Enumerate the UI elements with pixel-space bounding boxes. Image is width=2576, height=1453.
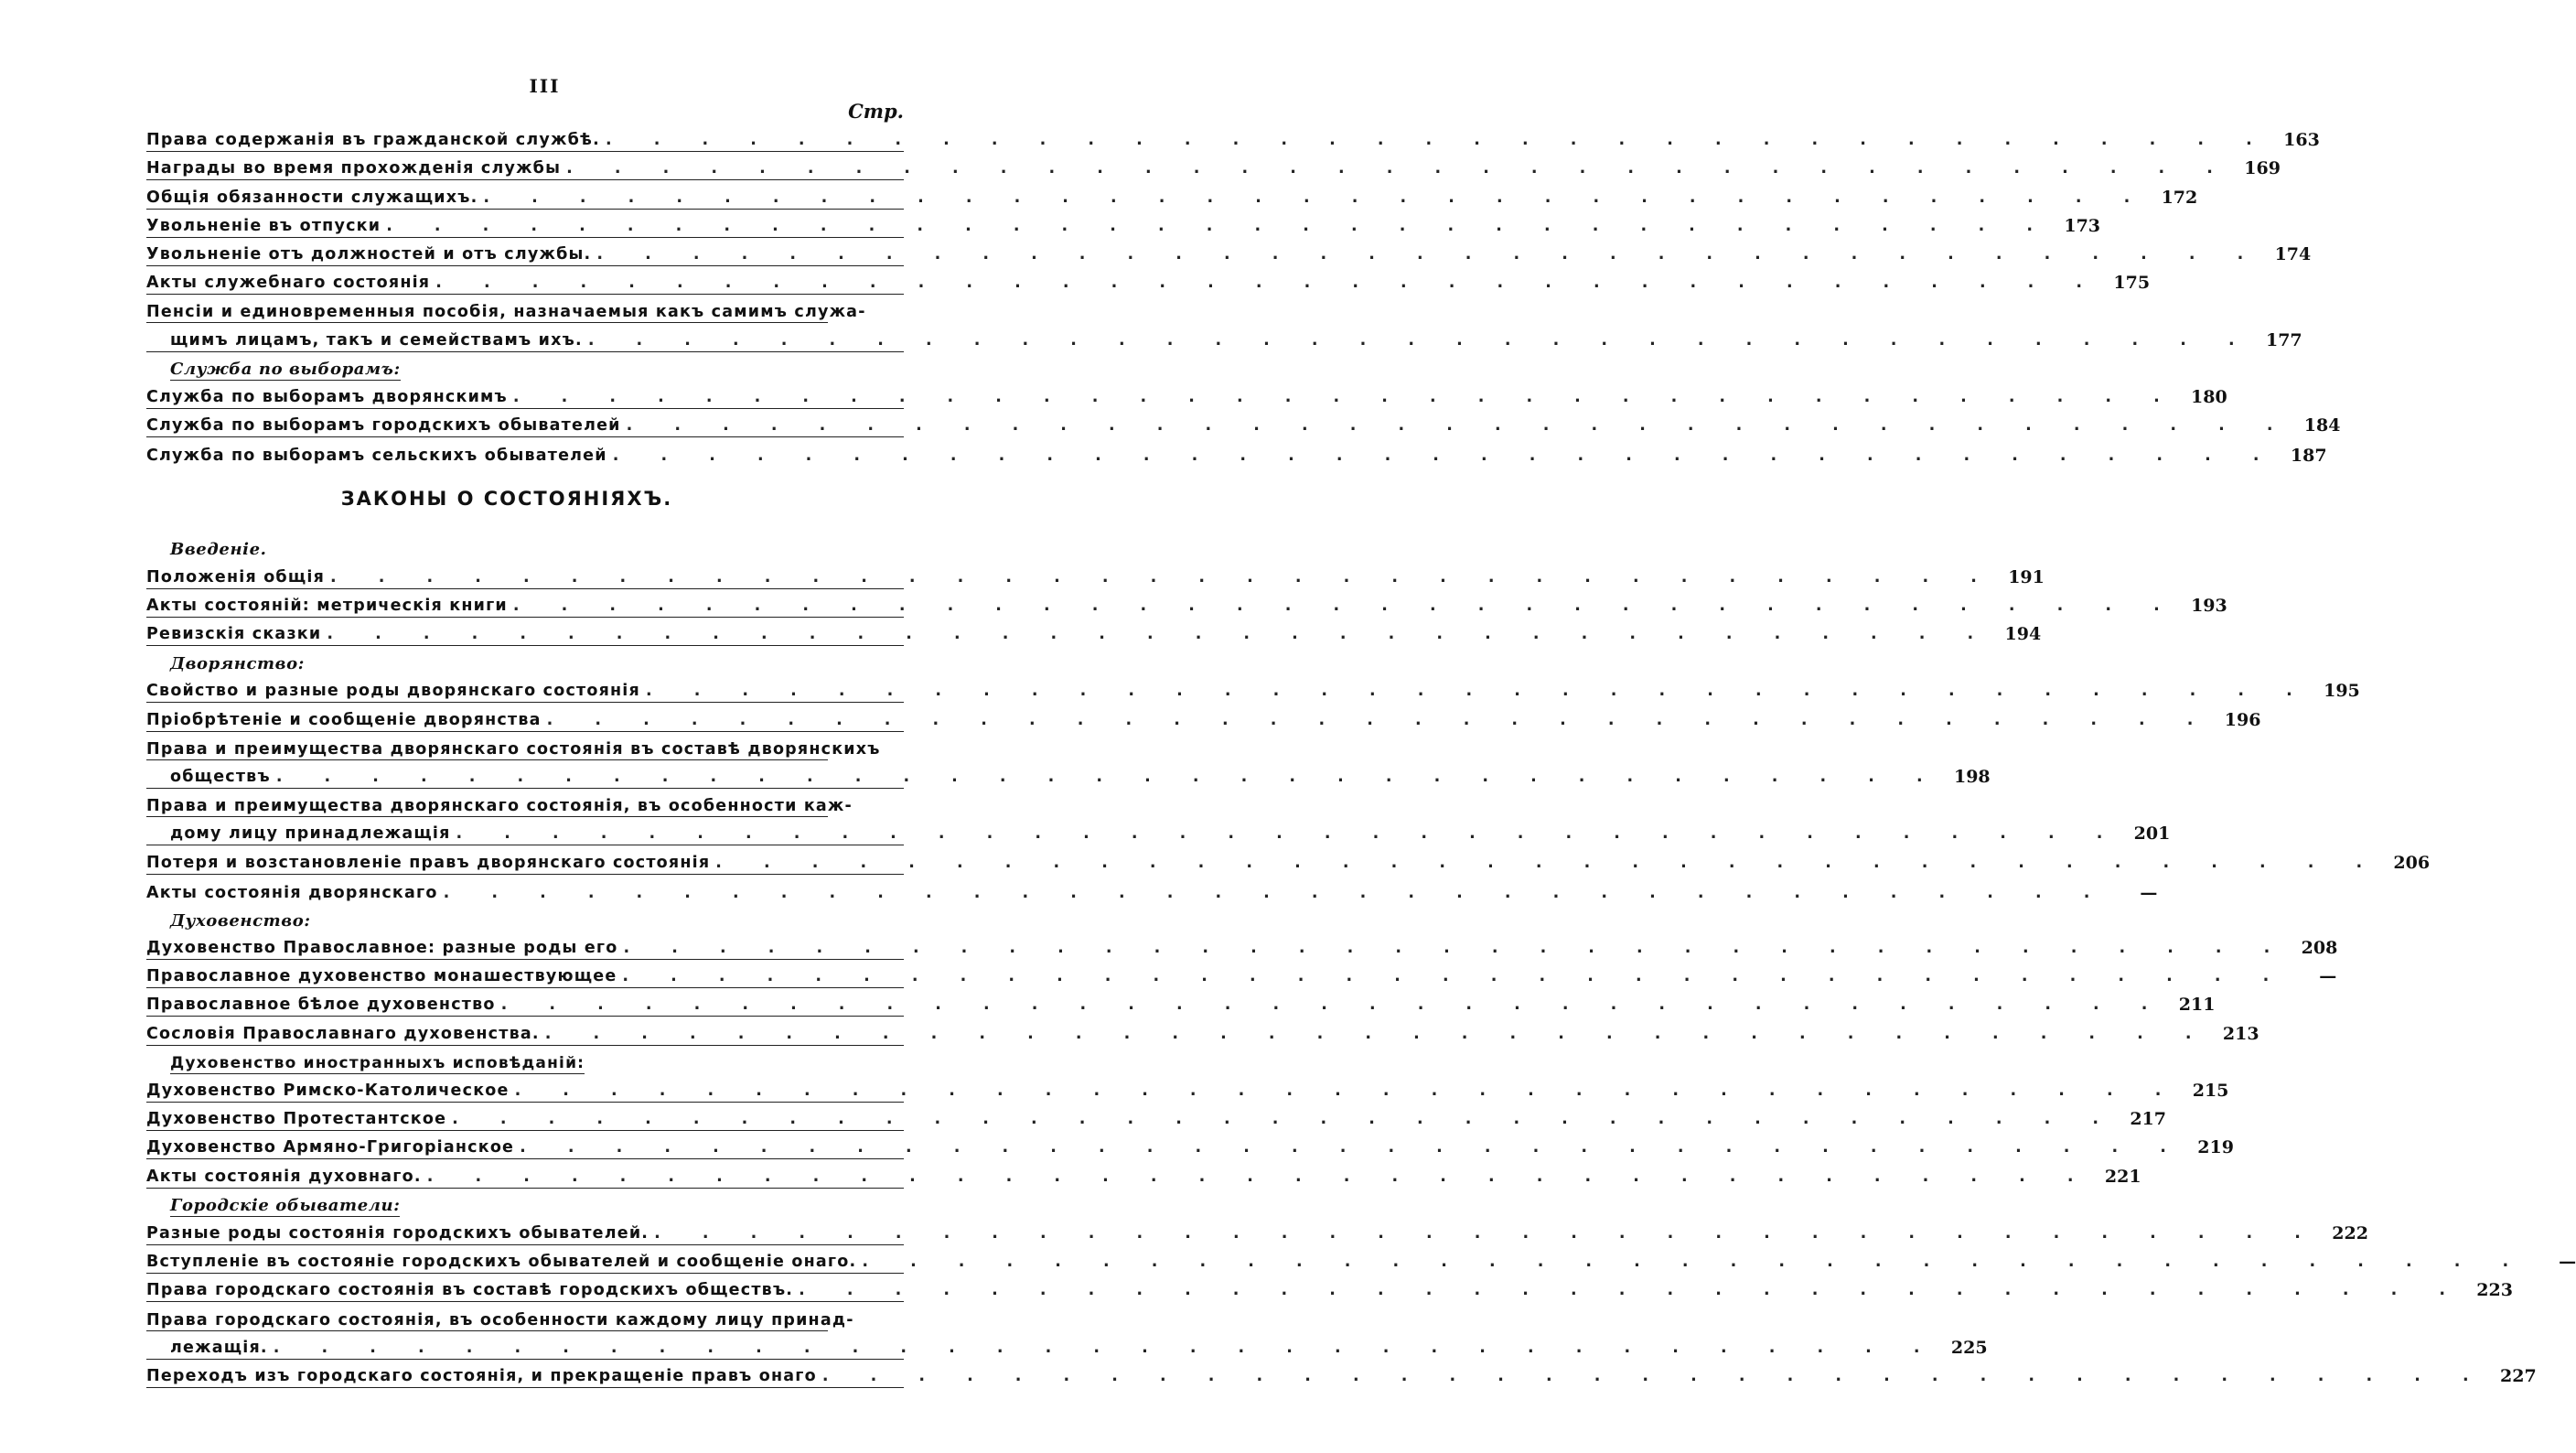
toc-entry-page: 221 bbox=[2104, 1166, 2141, 1187]
toc-entry-title: дому лицу принадлежащія bbox=[170, 824, 451, 844]
dot-leader: . . . . . . . . . . . . . . . . . . . . . . . . . . . . . . . . . . . bbox=[514, 1082, 2180, 1100]
toc-entry-page: 217 bbox=[2130, 1109, 2166, 1130]
dot-leader: . . . . . . . . . . . . . . . . . . . . . . . . . . . . . . . . . . . bbox=[483, 188, 2149, 207]
section-heading-text: Духовенство: bbox=[170, 910, 311, 931]
toc-entry-title: Акты состоянія духовнаго. bbox=[146, 1167, 422, 1186]
toc-entry bbox=[146, 1245, 2576, 1274]
toc-entry-page: 206 bbox=[2393, 852, 2431, 873]
toc-entry-title: Сословія Православнаго духовенства. bbox=[146, 1024, 540, 1043]
dot-leader: . . . . . . . . . . . . . . . . . . . . . . . . . . . . . . . . . . . bbox=[715, 853, 2381, 872]
toc-entry bbox=[146, 210, 2101, 238]
dot-leader: . . . . . . . . . . . . . . . . . . . . . . . . . . . . . . . . . . . bbox=[426, 1167, 2092, 1186]
dot-leader: . . . . . . . . . . . . . . . . . . . . . . . . . . . . . . . . . . . bbox=[520, 1138, 2184, 1157]
dot-leader: . . . . . . . . . . . . . . . . . . . . . . . . . . . . . . . . . . . bbox=[500, 996, 2166, 1015]
toc-entry-page: 213 bbox=[2222, 1023, 2259, 1044]
toc-entry bbox=[146, 988, 2216, 1017]
dot-leader: . . . . . . . . . . . . . . . . . . . . . . . . . . . . . . . . . . . bbox=[546, 710, 2212, 729]
toc-entry bbox=[146, 409, 2341, 437]
page-column-header: Стр. bbox=[848, 100, 904, 123]
toc-entry-title: Права городскаго состоянія, въ особенности каждому лицу принад- bbox=[146, 1310, 854, 1329]
section-heading-text: Духовенство иностранныхъ исповѣданій: bbox=[170, 1053, 585, 1072]
toc-entry-page: 201 bbox=[2133, 823, 2171, 845]
dot-leader: . . . . . . . . . . . . . . . . . . . . . . . . . . . . . . . . . . . bbox=[512, 387, 2178, 406]
toc-entry-title: Свойство и разные роды дворянскаго состоянія bbox=[146, 682, 640, 701]
dot-leader: . . . . . . . . . . . . . . . . . . . . . . . . . . . . . . . . . . . bbox=[273, 1338, 1938, 1357]
toc-entry-page: 215 bbox=[2192, 1081, 2229, 1101]
dot-leader: . . . . . . . . . . . . . . . . . . . . . . . . . . . . . . . . . . . bbox=[862, 1253, 2528, 1272]
section-heading bbox=[146, 1046, 904, 1074]
toc-entry-title: Православное бѣлое духовенство bbox=[146, 996, 496, 1015]
toc-entry-page: 175 bbox=[2113, 273, 2151, 294]
toc-entry-title: щимъ лицамъ, такъ и семействамъ ихъ. bbox=[170, 330, 583, 350]
toc-entry-first-line bbox=[146, 789, 853, 817]
toc-entry-page: — bbox=[2559, 1252, 2576, 1273]
toc-entry bbox=[146, 845, 2431, 874]
toc-entry bbox=[146, 1331, 1988, 1360]
dot-leader: . . . . . . . . . . . . . . . . . . . . . . . . . . . . . . . . . . . bbox=[626, 416, 2292, 436]
toc-entry-title: Увольненіе отъ должностей и отъ службы. bbox=[146, 244, 592, 264]
toc-entry bbox=[146, 1360, 2537, 1388]
section-heading-text: Введеніе. bbox=[170, 540, 267, 560]
part-heading: ЗАКОНЫ О СОСТОЯНІЯХЪ. bbox=[340, 488, 673, 511]
toc-entry-first-line bbox=[146, 1302, 854, 1330]
toc-entry-page: 193 bbox=[2191, 595, 2227, 616]
dot-leader: . . . . . . . . . . . . . . . . . . . . . . . . . . . . . . . . . . . bbox=[566, 159, 2231, 178]
toc-entry bbox=[146, 238, 2312, 266]
dot-leader: . . . . . . . . . . . . . . . . . . . . . . . . . . . . . . . . . . . bbox=[452, 1110, 2117, 1129]
dot-leader: . . . . . . . . . . . . . . . . . . . . . . . . . . . . . . . . . . . bbox=[512, 596, 2178, 615]
toc-entry bbox=[146, 674, 2360, 703]
toc-entry-page: 223 bbox=[2476, 1280, 2513, 1301]
toc-entry bbox=[146, 703, 2261, 731]
toc-entry-title: Духовенство Православное: разные роды его bbox=[146, 939, 618, 958]
dot-leader: . . . . . . . . . . . . . . . . . . . . . . . . . . . . . . . . . . . bbox=[435, 274, 2101, 293]
dot-leader: . . . . . . . . . . . . . . . . . . . . . . . . . . . . . . . . . . . bbox=[623, 939, 2289, 958]
toc-entry-page: 180 bbox=[2191, 386, 2227, 407]
toc-entry bbox=[146, 589, 2227, 618]
toc-entry-first-line bbox=[146, 295, 866, 323]
dot-leader: . . . . . . . . . . . . . . . . . . . . . . . . . . . . . . . . . . . bbox=[596, 244, 2262, 264]
toc-entry-title: Увольненіе въ отпуски bbox=[146, 216, 381, 235]
toc-entry-title: Служба по выборамъ сельскихъ обывателей bbox=[146, 447, 607, 466]
toc-entry-page: 225 bbox=[1950, 1337, 1988, 1358]
dot-leader: . . . . . . . . . . . . . . . . . . . . . . . . . . . . . . . . . . . bbox=[654, 1223, 2319, 1243]
toc-entry bbox=[146, 618, 2042, 646]
toc-entry bbox=[146, 560, 2045, 588]
dot-leader: . . . . . . . . . . . . . . . . . . . . . . . . . . . . . . . . . . . bbox=[799, 1281, 2463, 1300]
toc-entry-page: 173 bbox=[2064, 215, 2101, 236]
toc-entry bbox=[146, 1017, 2259, 1045]
toc-entry-page: 222 bbox=[2332, 1222, 2368, 1243]
toc-entry-title: Разные роды состоянія городскихъ обывателей. bbox=[146, 1223, 649, 1243]
toc-entry-first-line bbox=[146, 732, 881, 760]
toc-entry bbox=[146, 931, 2338, 960]
dot-leader: . . . . . . . . . . . . . . . . . . . . . . . . . . . . . . . . . . . bbox=[821, 1366, 2487, 1385]
toc-entry-title: лежащія. bbox=[170, 1338, 268, 1357]
section-heading-text: Дворянство: bbox=[170, 654, 305, 674]
toc-entry bbox=[146, 875, 2158, 903]
toc-entry-page: 169 bbox=[2244, 158, 2281, 179]
toc-entry bbox=[146, 1274, 2513, 1302]
dot-leader: . . . . . . . . . . . . . . . . . . . . . . . . . . . . . . . . . . . bbox=[622, 967, 2288, 986]
toc-entry-title: Переходъ изъ городскаго состоянія, и прекращеніе правъ онаго bbox=[146, 1366, 817, 1385]
dot-leader: . . . . . . . . . . . . . . . . . . . . . . . . . . . . . . . . . . . bbox=[544, 1024, 2210, 1043]
toc-entry-title: Акты служебнаго состоянія bbox=[146, 274, 431, 293]
toc-entry-page: — bbox=[2140, 882, 2158, 903]
toc-entry-title: Духовенство Римско-Католическое bbox=[146, 1082, 510, 1100]
section-heading bbox=[146, 1189, 904, 1217]
toc-entry bbox=[146, 180, 2198, 209]
toc-entry-title: Служба по выборамъ городскихъ обывателей bbox=[146, 416, 621, 436]
toc-entry-page: — bbox=[2319, 966, 2337, 987]
toc-entry-page: 187 bbox=[2290, 446, 2327, 467]
toc-entry-page: 163 bbox=[2283, 130, 2320, 151]
toc-entry bbox=[146, 152, 2281, 180]
toc-entry-title: Права и преимущества дворянскаго состоянія, въ особенности каж- bbox=[146, 797, 853, 816]
toc-entry-title: Духовенство Армяно-Григоріанское bbox=[146, 1138, 515, 1157]
toc-entry-page: 208 bbox=[2301, 938, 2338, 959]
section-heading-text: Служба по выборамъ: bbox=[170, 359, 401, 379]
toc-entry-title: Потеря и возстановленіе правъ дворянскаго состоянія bbox=[146, 853, 711, 872]
toc-entry-title: Общія обязанности служащихъ. bbox=[146, 188, 478, 207]
dot-leader: . . . . . . . . . . . . . . . . . . . . . . . . . . . . . . . . . . . bbox=[612, 447, 2278, 466]
dot-leader: . . . . . . . . . . . . . . . . . . . . . . . . . . . . . . . . . . . bbox=[587, 330, 2253, 350]
toc-entry-title: Духовенство Протестантское bbox=[146, 1110, 447, 1129]
section-heading bbox=[146, 352, 904, 381]
toc-entry bbox=[146, 960, 2337, 988]
toc-entry-title: Права городскаго состоянія въ составѣ городскихъ обществъ. bbox=[146, 1281, 794, 1300]
toc-entry-page: 194 bbox=[2004, 624, 2042, 644]
toc-entry bbox=[146, 124, 2320, 152]
toc-entry-title: Акты состоянія дворянскаго bbox=[146, 883, 438, 902]
toc-entry-page: 195 bbox=[2324, 681, 2360, 702]
dot-leader: . . . . . . . . . . . . . . . . . . . . . . . . . . . . . . . . . . . bbox=[443, 883, 2109, 902]
section-heading bbox=[146, 903, 904, 931]
toc-entry bbox=[146, 760, 1991, 789]
dot-leader: . . . . . . . . . . . . . . . . . . . . . . . . . . . . . . . . . . . bbox=[275, 767, 1941, 786]
toc-entry-title: Пенсіи и единовременныя пособія, назначаемыя какъ самимъ служа- bbox=[146, 303, 866, 322]
dot-leader: . . . . . . . . . . . . . . . . . . . . . . . . . . . . . . . . . . . bbox=[330, 567, 1995, 587]
section-heading bbox=[146, 646, 904, 674]
toc-entry-page: 196 bbox=[2224, 709, 2261, 730]
toc-entry-title: обществъ bbox=[170, 767, 271, 786]
dot-leader: . . . . . . . . . . . . . . . . . . . . . . . . . . . . . . . . . . . bbox=[645, 682, 2311, 701]
dot-leader: . . . . . . . . . . . . . . . . . . . . . . . . . . . . . . . . . . . bbox=[456, 824, 2121, 844]
toc-entry-title: Пріобрѣтеніе и сообщеніе дворянства bbox=[146, 710, 542, 729]
section-heading bbox=[146, 532, 904, 560]
toc-entry bbox=[146, 437, 2327, 467]
toc-entry-title: Вступленіе въ состояніе городскихъ обывателей и сообщеніе онаго. bbox=[146, 1253, 857, 1272]
page-number: III bbox=[529, 75, 561, 97]
toc-entry-page: 177 bbox=[2265, 329, 2302, 350]
toc-entry-page: 198 bbox=[1953, 766, 1991, 787]
toc-entry-title: Православное духовенство монашествующее bbox=[146, 967, 617, 986]
toc-entry bbox=[146, 1131, 2234, 1159]
section-heading-text: Городскіе обыватели: bbox=[170, 1195, 401, 1215]
toc-entry-title: Акты состояній: метрическія книги bbox=[146, 596, 508, 615]
toc-entry-page: 191 bbox=[2008, 566, 2045, 587]
table-of-contents bbox=[146, 124, 2576, 1388]
toc-entry-page: 174 bbox=[2274, 243, 2312, 264]
toc-entry-page: 211 bbox=[2178, 995, 2216, 1016]
toc-entry-page: 184 bbox=[2303, 415, 2341, 436]
toc-entry-title: Служба по выборамъ дворянскимъ bbox=[146, 387, 508, 406]
toc-entry-page: 172 bbox=[2161, 187, 2198, 208]
toc-entry-title: Права и преимущества дворянскаго состоянія въ составѣ дворянскихъ bbox=[146, 739, 881, 759]
toc-entry bbox=[146, 1217, 2368, 1245]
toc-entry bbox=[146, 323, 2302, 351]
toc-entry-title: Ревизскія сказки bbox=[146, 625, 322, 643]
toc-entry bbox=[146, 381, 2227, 409]
toc-entry bbox=[146, 266, 2151, 295]
toc-entry-page: 227 bbox=[2500, 1365, 2537, 1386]
toc-entry bbox=[146, 1074, 2229, 1103]
toc-entry bbox=[146, 1159, 2141, 1188]
dot-leader: . . . . . . . . . . . . . . . . . . . . . . . . . . . . . . . . . . . bbox=[327, 625, 1992, 643]
toc-entry-title: Награды во время прохожденія службы bbox=[146, 159, 562, 178]
dot-leader: . . . . . . . . . . . . . . . . . . . . . . . . . . . . . . . . . . . bbox=[605, 131, 2270, 150]
toc-entry-page: 219 bbox=[2197, 1137, 2234, 1158]
dot-leader: . . . . . . . . . . . . . . . . . . . . . . . . . . . . . . . . . . . bbox=[386, 216, 2052, 235]
toc-entry bbox=[146, 817, 2171, 845]
toc-entry bbox=[146, 1103, 2166, 1131]
toc-entry-title: Права содержанія въ гражданской службѣ. bbox=[146, 131, 600, 150]
toc-entry-title: Положенія общія bbox=[146, 567, 326, 587]
